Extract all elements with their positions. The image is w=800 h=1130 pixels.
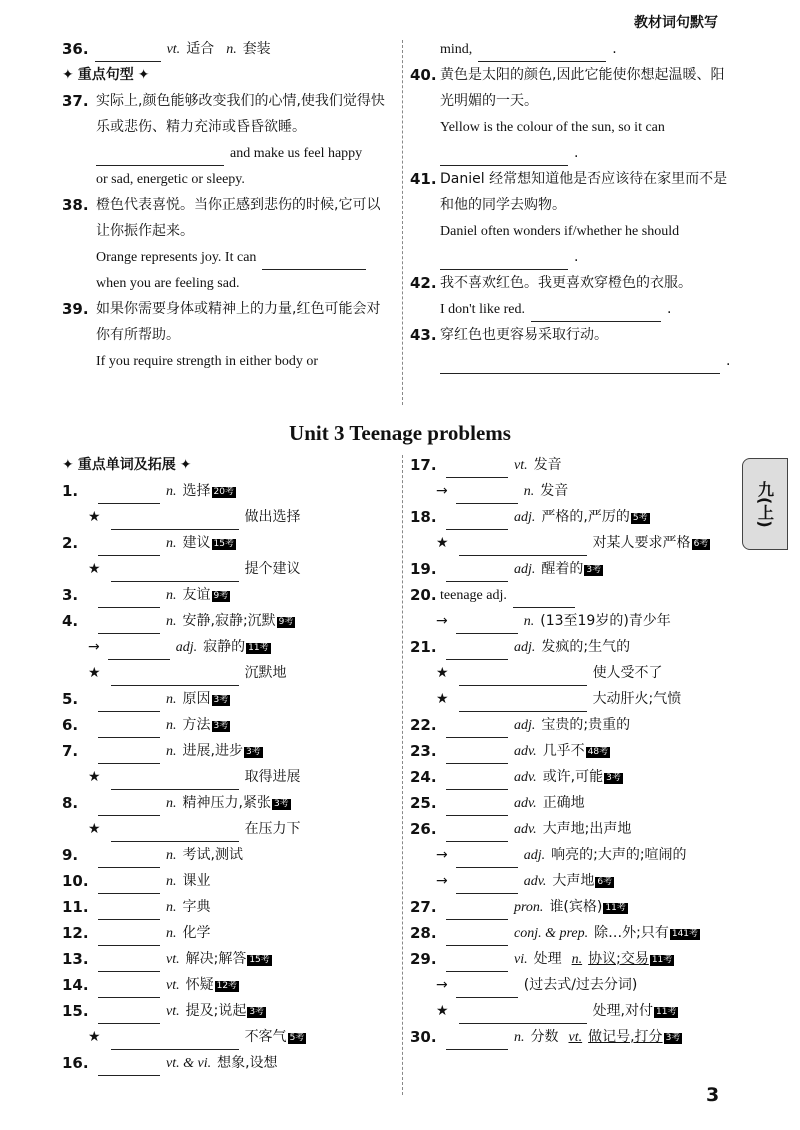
meaning: 大声地 [552,873,595,889]
answer-blank[interactable] [446,1033,508,1050]
meaning: 做记号,打分 [588,1029,663,1045]
arrow-icon: → [88,639,100,655]
item-number: 20. [410,586,437,604]
part-of-speech: n. [166,614,177,629]
column-divider-bottom [402,455,403,1095]
part-of-speech: n. [166,588,177,603]
part-of-speech: n. [571,952,583,967]
item-number: 25. [410,794,437,812]
vocab-row [62,764,398,790]
answer-blank[interactable] [111,669,239,686]
item-number: 1. [62,482,79,500]
part-of-speech: n. [166,484,177,499]
answer-blank[interactable] [459,695,587,712]
column-divider-top [402,40,403,405]
meaning: 除…外;只有 [594,925,669,941]
part-of-speech: n. [166,536,177,551]
vocab-row [410,894,740,920]
answer-blank[interactable] [98,721,160,738]
exam-count-badge: 9考 [213,591,229,601]
vocab-row [410,608,740,634]
answer-blank[interactable] [98,617,160,634]
grade-tab: 九(上) [742,458,788,550]
answer-blank[interactable] [98,591,160,608]
meaning: (过去式/过去分词) [523,977,638,993]
answer-blank[interactable] [531,305,661,322]
exam-count-badge: 6考 [693,539,709,549]
item-number: 24. [410,768,437,786]
meaning: 化学 [182,925,211,941]
arrow-icon: → [436,977,448,993]
vocab-row [410,842,740,868]
vocab-row [410,686,740,712]
meaning: 做出选择 [244,509,301,525]
answer-blank[interactable] [446,773,508,790]
vocab-row [62,582,398,608]
answer-blank[interactable] [96,149,224,166]
exam-count-badge: 3考 [213,695,229,705]
answer-blank[interactable] [446,903,508,920]
item-42: 42. 我不喜欢红色。我更喜欢穿橙色的衣服。 [410,274,692,292]
vocab-row [62,738,398,764]
vocab-row [62,1024,398,1050]
exam-count-badge: 15考 [249,955,270,965]
star-icon: ★ [436,691,449,707]
exam-count-badge: 3考 [213,721,229,731]
part-of-speech: vt. [514,458,528,473]
lead-text: teenage adj. [440,588,507,603]
item-40: 40. 黄色是太阳的颜色,因此它能使你想起温暖、阳光明媚的一天。 [410,66,725,109]
answer-blank[interactable] [446,955,508,972]
meaning: 使人受不了 [592,665,663,681]
exam-count-badge: 11考 [651,955,673,965]
part-of-speech: adj. [514,640,536,655]
exam-count-badge: 11考 [656,1007,677,1017]
answer-blank[interactable] [98,695,160,712]
answer-blank[interactable] [456,877,518,894]
item-number: 8. [62,794,79,812]
star-icon: ★ [436,535,449,551]
exam-count-badge: 5考 [289,1033,305,1043]
arrow-icon: → [436,483,448,499]
vocab-row [410,556,740,582]
vocab-row [62,712,398,738]
meaning: (13至19岁的)青少年 [540,613,671,629]
meaning: 精神压力,紧张 [182,795,271,811]
answer-blank[interactable] [446,825,508,842]
vocab-row [410,634,740,660]
vocab-row [410,452,740,478]
answer-blank[interactable] [446,643,508,660]
arrow-icon: → [436,613,448,629]
meaning: 课业 [182,873,211,889]
meaning: 响亮的;大声的;喧闹的 [551,847,687,863]
vocab-row [62,816,398,842]
meaning: 处理,对付 [592,1003,654,1019]
vocab-row [410,712,740,738]
star-icon: ★ [436,665,449,681]
answer-blank[interactable] [446,929,508,946]
meaning: 宝贵的;贵重的 [541,717,631,733]
meaning: 发音 [540,483,569,499]
answer-blank[interactable] [98,981,160,998]
item-number: 10. [62,872,89,890]
meaning: 发音 [533,457,562,473]
item-number: 7. [62,742,79,760]
answer-blank[interactable] [98,877,160,894]
answer-blank[interactable] [111,565,239,582]
vocab-row [62,686,398,712]
answer-blank[interactable] [440,357,720,374]
answer-blank[interactable] [98,955,160,972]
part-of-speech: vi. [514,952,528,967]
part-of-speech: n. [514,1030,525,1045]
vocab-row [62,998,398,1024]
answer-blank[interactable] [446,721,508,738]
answer-blank[interactable] [513,591,575,608]
item-number: 23. [410,742,437,760]
part-of-speech: n. [166,692,177,707]
meaning: 协议;交易 [588,951,649,967]
item-number: 22. [410,716,437,734]
star-icon: ★ [88,769,101,785]
vocab-right-column [410,452,740,1050]
part-of-speech: vt. [568,1030,583,1045]
answer-blank[interactable] [456,617,518,634]
answer-blank[interactable] [98,851,160,868]
vocab-row [62,660,398,686]
vocab-row [410,504,740,530]
exam-count-badge: 3考 [665,1033,681,1043]
meaning: 提及;说起 [185,1003,247,1019]
part-of-speech: n. [166,796,177,811]
part-of-speech: n. [166,926,177,941]
vocab-row [410,530,740,556]
item-number: 12. [62,924,89,942]
answer-blank[interactable] [459,1007,587,1024]
part-of-speech: vt. [166,978,180,993]
answer-blank[interactable] [98,929,160,946]
item-number: 9. [62,846,79,864]
vocab-row [62,790,398,816]
meaning: 处理 [533,951,562,967]
answer-blank[interactable] [111,1033,239,1050]
answer-blank[interactable] [446,747,508,764]
answer-blank[interactable] [456,981,518,998]
exam-count-badge: 141考 [671,929,699,939]
section-heading: ✦ 重点句型 ✦ [62,66,150,83]
meaning: 怀疑 [185,977,214,993]
answer-blank[interactable] [108,643,170,660]
answer-blank[interactable] [111,513,239,530]
meaning: 提个建议 [244,561,301,577]
answer-blank[interactable] [111,773,239,790]
item-number: 28. [410,924,437,942]
part-of-speech: adv. [523,874,547,889]
part-of-speech: n. [166,874,177,889]
vocab-row [62,868,398,894]
meaning: 考试,测试 [182,847,243,863]
vocab-row [410,660,740,686]
part-of-speech: n. [166,744,177,759]
part-of-speech: adj. [175,640,198,655]
item-number: 13. [62,950,89,968]
item-number: 14. [62,976,89,994]
vocab-row [410,816,740,842]
answer-blank[interactable] [98,1059,160,1076]
star-icon: ★ [436,1003,449,1019]
vocab-row [62,556,398,582]
item-number: 11. [62,898,89,916]
answer-blank[interactable] [456,487,518,504]
item-number: 15. [62,1002,89,1020]
vocab-row [410,582,740,608]
vocab-row [62,1050,398,1076]
item-number: 16. [62,1054,89,1072]
item-number: 5. [62,690,79,708]
top-left-column: 36. vt. 适合 n. 套装 ✦ 重点句型 ✦ 37. 实际上,颜色能够改变我们的心情,使我们觉得快乐或悲伤、精力充沛或昏昏欲睡。 and make us feel happy or sad, energetic or sleepy. 38. 橙色代表喜悦。当你正感到悲伤的时候,它可以让你振作起来。 Orange represents joy. It can when you are feeling sad. 39. 如果你需要身体或精神上的力量,红色可能会对你有所帮助。 If you require strength in either body or [62,36,392,374]
meaning: 建议 [182,535,211,551]
vocab-row [62,634,398,660]
page-number: 3 [706,1084,720,1106]
answer-blank[interactable] [98,1007,160,1024]
item-41: 41. Daniel 经常想知道他是否应该待在家里而不是和他的同学去购物。 [410,170,728,213]
item-number: 4. [62,612,79,630]
item-number: 21. [410,638,437,656]
meaning: 分数 [530,1029,559,1045]
exam-count-badge: 12考 [216,981,238,991]
item-43: 43. 穿红色也更容易采取行动。 [410,326,608,344]
vocab-row [410,998,740,1024]
exam-count-badge: 11考 [248,643,269,653]
vocab-row [410,920,740,946]
meaning: 发疯的;生气的 [541,639,631,655]
part-of-speech: n. [166,718,177,733]
meaning: 安静,寂静;沉默 [182,613,276,629]
meaning: 几乎不 [542,743,585,759]
exam-count-badge: 6考 [597,877,613,887]
answer-blank[interactable] [446,461,508,478]
answer-blank[interactable] [111,825,239,842]
part-of-speech: adj. [514,510,536,525]
exam-count-badge: 3考 [273,799,289,809]
answer-blank[interactable] [98,903,160,920]
part-of-speech: n. [523,614,535,629]
meaning: 在压力下 [244,821,301,837]
meaning: 想象,设想 [217,1055,278,1071]
item-36: 36. vt. 适合 n. 套装 [62,36,392,62]
answer-blank[interactable] [459,539,587,556]
exam-count-badge: 3考 [606,773,621,783]
part-of-speech: n. [166,900,177,915]
exam-count-badge: 5考 [632,513,648,523]
part-of-speech: vt. & vi. [166,1056,212,1071]
item-number: 18. [410,508,437,526]
meaning: 醒着的 [541,561,584,577]
answer-blank[interactable] [446,513,508,530]
item-number: 30. [410,1028,437,1046]
top-right-column: mind, . 40. 黄色是太阳的颜色,因此它能使你想起温暖、阳光明媚的一天。 Yellow is the colour of the sun, so it can . 41. Daniel 经常想知道他是否应该待在家里而不是和他的同学去购物。 Daniel often wonders if/whether he should . 42. 我不喜欢红色。我更喜欢穿橙色的衣服。 I don't like red. . 43. 穿红色也更容易采取行动。 . [410,36,740,374]
arrow-icon: → [436,847,448,863]
item-number: 27. [410,898,437,916]
answer-blank[interactable] [98,747,160,764]
vocab-row [410,868,740,894]
part-of-speech: conj. & prep. [514,926,589,941]
vocab-row [62,504,398,530]
exam-count-badge: 3考 [586,565,602,575]
part-of-speech: vt. [166,952,180,967]
item-number: 2. [62,534,79,552]
part-of-speech: vt. [166,1004,180,1019]
meaning: 友谊 [182,587,211,603]
item-number: 19. [410,560,437,578]
answer-blank[interactable] [459,669,587,686]
answer-blank[interactable] [446,799,508,816]
answer-blank[interactable] [446,565,508,582]
item-37: 37. 实际上,颜色能够改变我们的心情,使我们觉得快乐或悲伤、精力充沛或昏昏欲睡。 [62,92,385,135]
meaning: 或许,可能 [542,769,604,785]
exam-count-badge: 20考 [213,487,234,497]
answer-blank[interactable] [262,253,366,270]
meaning: 方法 [182,717,211,733]
vocab-left-column [62,452,398,1076]
item-number: 26. [410,820,437,838]
vocab-row [62,894,398,920]
exam-count-badge: 48考 [587,747,609,757]
exam-count-badge: 9考 [278,617,294,627]
vocab-row [62,530,398,556]
item-number: 29. [410,950,437,968]
part-of-speech: adj. [514,718,536,733]
item-number: 6. [62,716,79,734]
exam-count-badge: 11考 [605,903,626,913]
vocab-row [62,608,398,634]
part-of-speech: n. [523,484,535,499]
meaning: 解决;解答 [185,951,247,967]
vocab-row [410,972,740,998]
star-icon: ★ [88,665,101,681]
page-header: 教材词句默写 [634,15,718,31]
star-icon: ★ [88,821,101,837]
meaning: 大动肝火;气愤 [592,691,682,707]
vocab-row [410,790,740,816]
part-of-speech: pron. [514,900,544,915]
meaning: 选择 [182,483,211,499]
part-of-speech: adj. [514,562,536,577]
vocab-row [62,478,398,504]
vocab-row [62,972,398,998]
meaning: 大声地;出声地 [542,821,632,837]
meaning: 正确地 [542,795,585,811]
item-38: 38. 橙色代表喜悦。当你正感到悲伤的时候,它可以让你振作起来。 [62,196,381,239]
meaning: 对某人要求严格 [592,535,691,551]
star-icon: ★ [88,561,101,577]
part-of-speech: adj. [523,848,546,863]
vocab-row [410,946,740,972]
answer-blank[interactable] [440,253,568,270]
vocab-row [410,738,740,764]
part-of-speech: adv. [514,744,537,759]
unit-title: Unit 3 Teenage problems [289,421,511,445]
part-of-speech: adv. [514,796,537,811]
meaning: 寂静的 [203,639,246,655]
answer-blank[interactable] [440,149,568,166]
item-39: 39. 如果你需要身体或精神上的力量,红色可能会对你有所帮助。 [62,300,381,343]
exam-count-badge: 3考 [249,1007,265,1017]
part-of-speech: n. [166,848,177,863]
vocab-row [62,920,398,946]
star-icon: ★ [88,509,101,525]
answer-blank[interactable] [98,539,160,556]
vocab-row [410,478,740,504]
vocab-row [410,1024,740,1050]
answer-blank[interactable] [95,45,161,62]
answer-blank[interactable] [478,45,606,62]
arrow-icon: → [436,873,448,889]
star-icon: ★ [88,1029,101,1045]
meaning: 字典 [182,899,211,915]
meaning: 取得进展 [244,769,301,785]
meaning: 进展,进步 [182,743,243,759]
exam-count-badge: 3考 [245,747,261,757]
meaning: 严格的,严厉的 [541,509,630,525]
answer-blank[interactable] [98,487,160,504]
vocab-row [62,946,398,972]
part-of-speech: adv. [514,770,537,785]
meaning: 不客气 [244,1029,287,1045]
section-heading: ✦ 重点单词及拓展 ✦ [62,456,192,473]
exam-count-badge: 15考 [213,539,234,549]
part-of-speech: adv. [514,822,537,837]
meaning: 沉默地 [244,665,287,681]
item-number: 17. [410,456,437,474]
meaning: 谁(宾格) [549,899,603,915]
answer-blank[interactable] [456,851,518,868]
answer-blank[interactable] [98,799,160,816]
item-number: 3. [62,586,79,604]
meaning: 原因 [182,691,211,707]
vocab-row [410,764,740,790]
vocab-row [62,842,398,868]
